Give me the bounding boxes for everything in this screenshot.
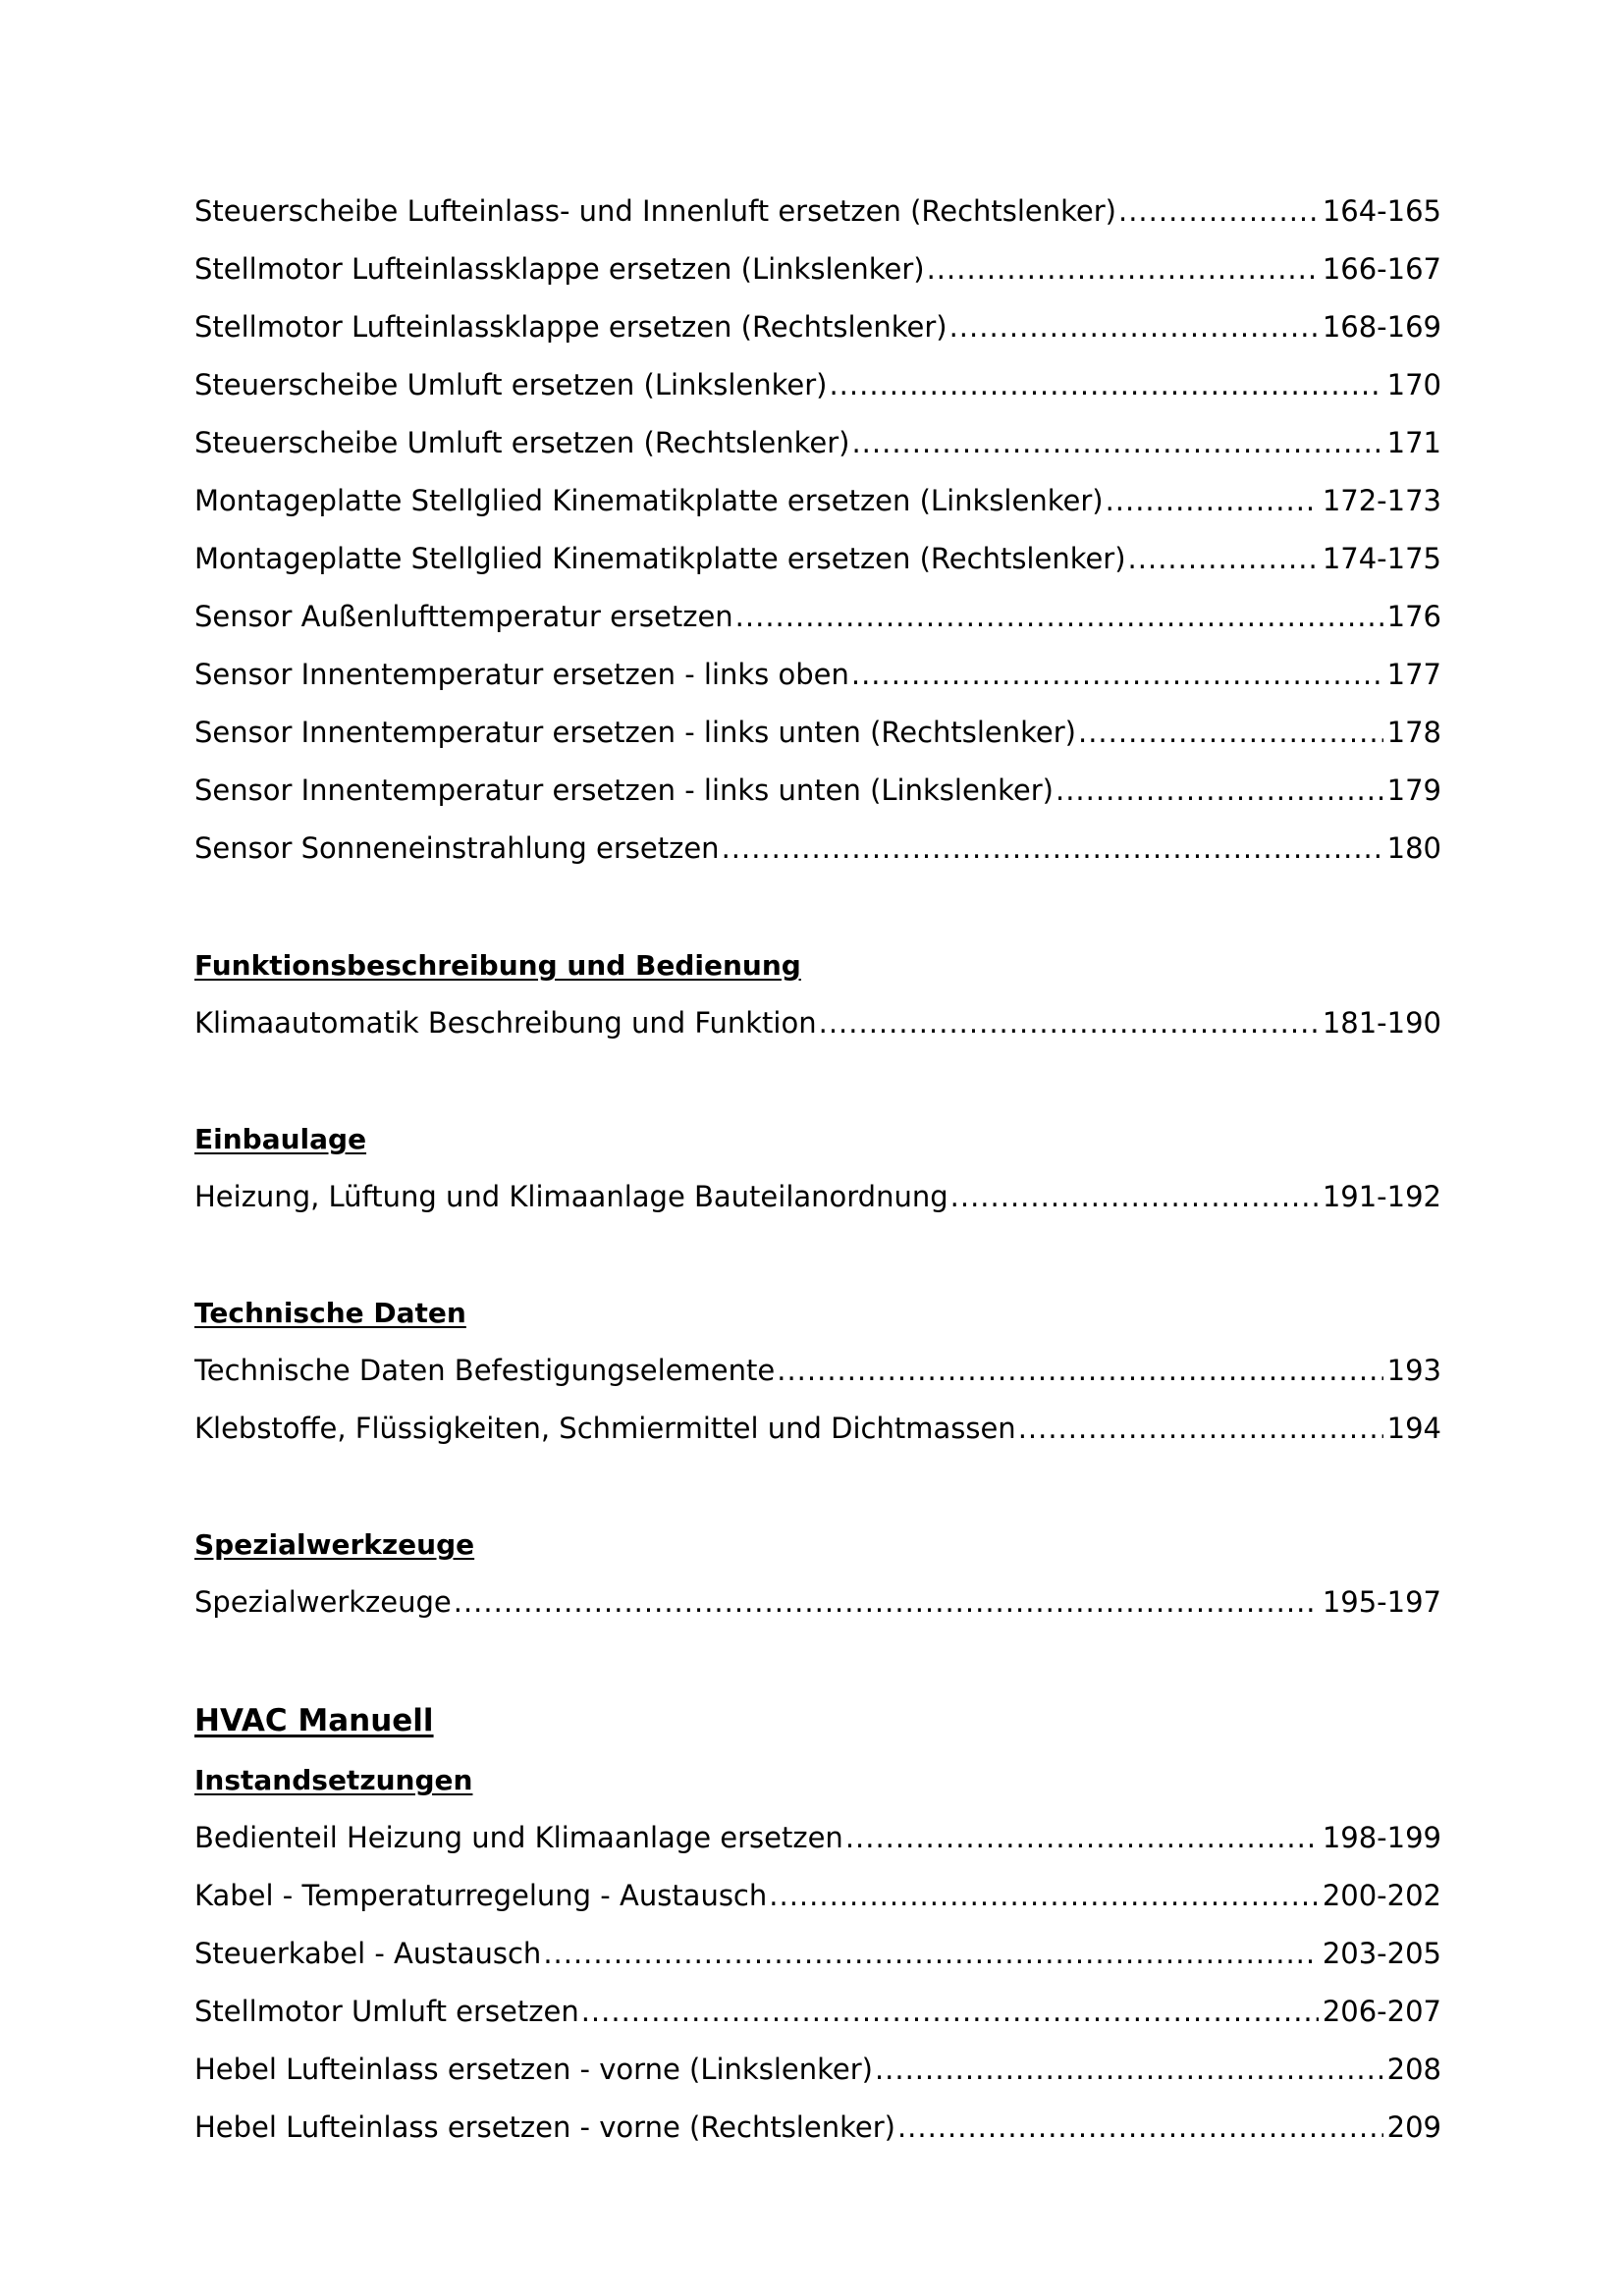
toc-section-einbaulage: [194, 1110, 1441, 1226]
toc-entry-title: Sensor Innentemperatur ersetzen - links oben: [194, 646, 851, 704]
toc-entry-page: 181-190: [1322, 1006, 1441, 1040]
toc-entry-title: Steuerscheibe Umluft ersetzen (Linkslenker): [194, 356, 829, 414]
toc-entry-page: 172-173: [1322, 484, 1441, 517]
toc-entry-title: Stellmotor Lufteinlassklappe ersetzen (Linkslenker): [194, 240, 927, 298]
toc-entry-page: 170: [1386, 368, 1441, 401]
toc-entry-title: Stellmotor Umluft ersetzen: [194, 1983, 581, 2041]
toc-entry-title: Steuerkabel - Austausch: [194, 1925, 543, 1983]
toc-entry-title: Hebel Lufteinlass ersetzen - vorne (Linkslenker): [194, 2041, 875, 2099]
toc-entry-title: Montageplatte Stellglied Kinematikplatte ersetzen (Linkslenker): [194, 472, 1106, 530]
toc-entry: [194, 1574, 1441, 1631]
toc-entry: [194, 472, 1441, 530]
chapter-heading: HVAC Manuell: [194, 1703, 434, 1738]
toc-entry-page: 206-207: [1322, 1995, 1441, 2028]
toc-entry-page: 200-202: [1322, 1879, 1441, 1912]
toc-entry-page: 209: [1386, 2110, 1441, 2144]
toc-leader-dots: [543, 1925, 1319, 1983]
toc-entry: [194, 820, 1441, 878]
toc-entry: [194, 994, 1441, 1052]
toc-entry-page: 166-167: [1322, 252, 1441, 286]
toc-entry: [194, 356, 1441, 414]
toc-entry: [194, 1809, 1441, 1867]
toc-section-spezialwerkzeuge: [194, 1516, 1441, 1631]
toc-entry-title: Sensor Außenlufttemperatur ersetzen: [194, 588, 735, 646]
toc-entry: [194, 2041, 1441, 2099]
toc-entry: [194, 704, 1441, 762]
toc-entry: [194, 1168, 1441, 1226]
toc-leader-dots: [1128, 530, 1319, 588]
toc-entry: [194, 530, 1441, 588]
toc-entry-page: 203-205: [1322, 1937, 1441, 1970]
toc-leader-dots: [777, 1342, 1382, 1400]
toc-entry-title: Spezialwerkzeuge: [194, 1574, 454, 1631]
toc-entry-page: 179: [1386, 774, 1441, 807]
toc-leader-dots: [769, 1867, 1319, 1925]
toc-leader-dots: [1056, 762, 1383, 820]
toc-entry: [194, 588, 1441, 646]
toc-entry: [194, 240, 1441, 298]
toc-entry-title: Stellmotor Lufteinlassklappe ersetzen (Rechtslenker): [194, 298, 949, 356]
toc-leader-dots: [1078, 704, 1383, 762]
toc-entry-title: Sensor Sonneneinstrahlung ersetzen: [194, 820, 722, 878]
section-heading: Technische Daten: [194, 1297, 466, 1329]
toc-entry-title: Sensor Innentemperatur ersetzen - links unten (Linkslenker): [194, 762, 1056, 820]
toc-entry: [194, 1400, 1441, 1458]
toc-entry-page: 178: [1386, 716, 1441, 749]
toc-section-hvac-manuell: [194, 1690, 1441, 2157]
section-heading: Funktionsbeschreibung und Bedienung: [194, 949, 801, 982]
toc-entry-title: Steuerscheibe Umluft ersetzen (Rechtslenker): [194, 414, 851, 472]
toc-entry-page: 168-169: [1322, 310, 1441, 344]
toc-entry: [194, 646, 1441, 704]
toc-entry: [194, 298, 1441, 356]
toc-entry-page: 171: [1386, 426, 1441, 459]
toc-entry: [194, 762, 1441, 820]
toc-entry-title: Sensor Innentemperatur ersetzen - links unten (Rechtslenker): [194, 704, 1078, 762]
toc-leader-dots: [897, 2099, 1383, 2157]
section-heading: Spezialwerkzeuge: [194, 1528, 475, 1561]
toc-entry: [194, 414, 1441, 472]
toc-leader-dots: [1106, 472, 1319, 530]
toc-entry-title: Montageplatte Stellglied Kinematikplatte ersetzen (Rechtslenker): [194, 530, 1128, 588]
toc-page: [194, 0, 1441, 2296]
toc-entry-page: 177: [1386, 658, 1441, 691]
toc-leader-dots: [927, 240, 1319, 298]
toc-leader-dots: [875, 2041, 1383, 2099]
toc-leader-dots: [851, 646, 1383, 704]
toc-entry-page: 176: [1386, 600, 1441, 633]
toc-entry-title: Hebel Lufteinlass ersetzen - vorne (Rechtslenker): [194, 2099, 897, 2157]
toc-entry: [194, 1867, 1441, 1925]
toc-leader-dots: [1118, 183, 1319, 240]
toc-entry: [194, 1983, 1441, 2041]
toc-entry-page: 195-197: [1322, 1585, 1441, 1619]
toc-entry-page: 180: [1386, 831, 1441, 865]
toc-entry-page: 164-165: [1322, 194, 1441, 228]
toc-entry: [194, 1925, 1441, 1983]
toc-leader-dots: [845, 1809, 1319, 1867]
toc-entry-page: 174-175: [1322, 542, 1441, 575]
toc-entry-title: Klebstoffe, Flüssigkeiten, Schmiermittel und Dichtmassen: [194, 1400, 1018, 1458]
toc-entry-page: 193: [1386, 1354, 1441, 1387]
toc-leader-dots: [1018, 1400, 1383, 1458]
toc-leader-dots: [735, 588, 1383, 646]
section-heading: Instandsetzungen: [194, 1764, 473, 1796]
toc-leader-dots: [819, 994, 1319, 1052]
toc-entry: [194, 2099, 1441, 2157]
toc-entry-title: Klimaautomatik Beschreibung und Funktion: [194, 994, 819, 1052]
toc-leader-dots: [851, 414, 1382, 472]
toc-leader-dots: [950, 1168, 1319, 1226]
toc-leader-dots: [722, 820, 1383, 878]
toc-entry: [194, 183, 1441, 240]
toc-leader-dots: [454, 1574, 1319, 1631]
toc-section-funktion: [194, 936, 1441, 1052]
toc-section-technische-daten: [194, 1284, 1441, 1458]
toc-entry: [194, 1342, 1441, 1400]
toc-entry-page: 198-199: [1322, 1821, 1441, 1854]
toc-entry-title: Bedienteil Heizung und Klimaanlage ersetzen: [194, 1809, 845, 1867]
toc-section-continued: [194, 183, 1441, 878]
toc-entry-page: 191-192: [1322, 1180, 1441, 1213]
toc-entry-title: Heizung, Lüftung und Klimaanlage Bauteilanordnung: [194, 1168, 950, 1226]
toc-entry-page: 208: [1386, 2053, 1441, 2086]
toc-entry-title: Technische Daten Befestigungselemente: [194, 1342, 777, 1400]
toc-leader-dots: [581, 1983, 1319, 2041]
toc-entry-title: Kabel - Temperaturregelung - Austausch: [194, 1867, 769, 1925]
section-heading: Einbaulage: [194, 1123, 367, 1155]
toc-leader-dots: [949, 298, 1319, 356]
toc-entry-page: 194: [1386, 1412, 1441, 1445]
toc-entry-title: Steuerscheibe Lufteinlass- und Innenluft ersetzen (Rechtslenker): [194, 183, 1118, 240]
toc-leader-dots: [829, 356, 1382, 414]
